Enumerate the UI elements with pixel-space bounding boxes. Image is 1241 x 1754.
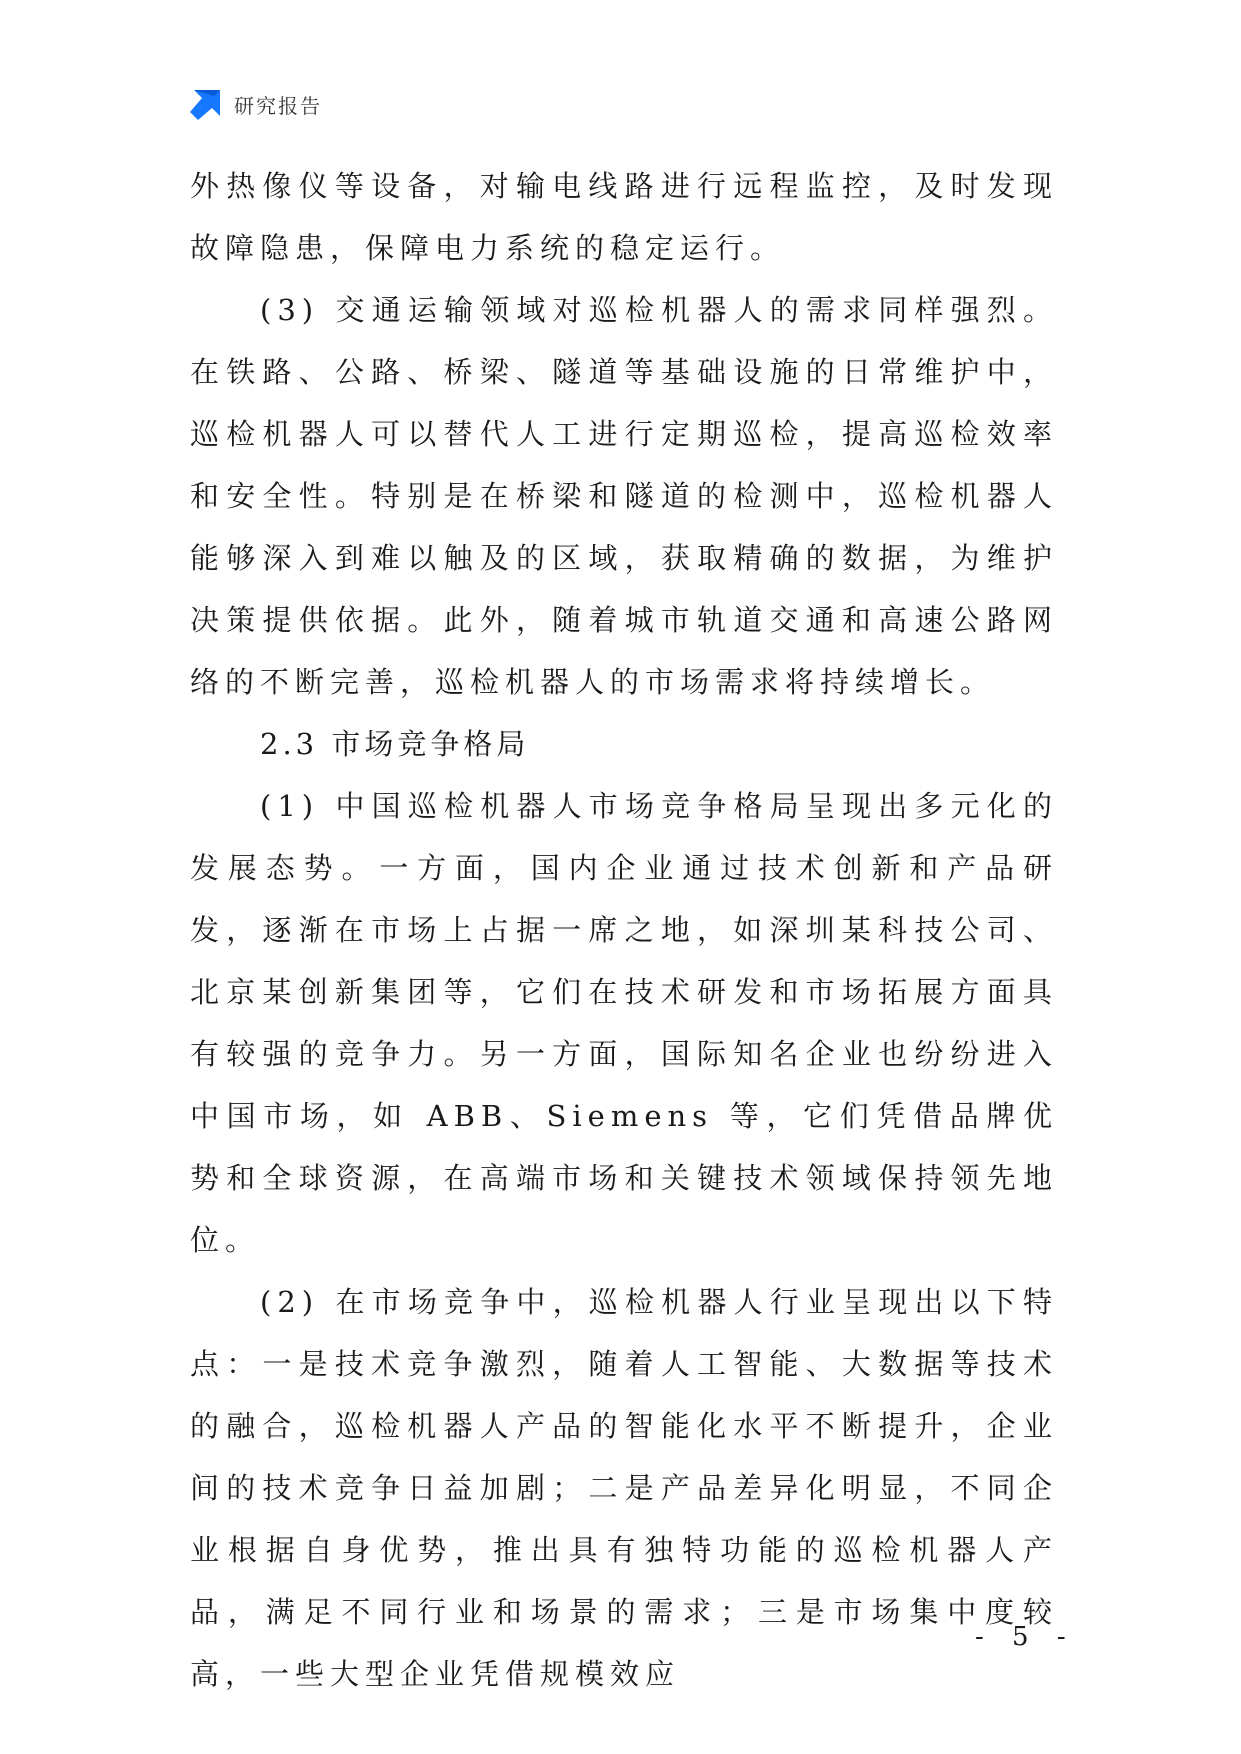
paragraph-competition-2: (2) 在市场竞争中，巡检机器人行业呈现出以下特点：一是技术竞争激烈，随着人工智能、大数据等技术的融合，巡检机器人产品的智能化水平不断提升，企业间的技术竞争日益加剧；二是产品差异化明显，不同企业根据自身优势，推出具有独特功能的巡检机器人产品，满足不同行业和场景的需求；三是市场集中度较高，一些大型企业凭借规模效应	[190, 1285, 1058, 1691]
page-header	[190, 88, 322, 120]
report-title: 研究报告	[234, 93, 322, 118]
document-body	[190, 155, 1058, 1705]
paragraph-competition-1: (1) 中国巡检机器人市场竞争格局呈现出多元化的发展态势。一方面，国内企业通过技术创新和产品研发，逐渐在市场上占据一席之地，如深圳某科技公司、北京某创新集团等，它们在技术研发和市场拓展方面具有较强的竞争力。另一方面，国际知名企业也纷纷进入中国市场，如 ABB、Siemens 等，它们凭借品牌优势和全球资源，在高端市场和关键技术领域保持领先地位。	[190, 789, 1058, 1257]
arrow-up-right-icon	[190, 88, 222, 120]
page-number: - 5 -	[975, 1622, 1076, 1652]
paragraph-transport: (3) 交通运输领域对巡检机器人的需求同样强烈。在铁路、公路、桥梁、隧道等基础设施的日常维护中，巡检机器人可以替代人工进行定期巡检，提高巡检效率和安全性。特别是在桥梁和隧道的检测中，巡检机器人能够深入到难以触及的区域，获取精确的数据，为维护决策提供依据。此外，随着城市轨道交通和高速公路网络的不断完善，巡检机器人的市场需求将持续增长。	[190, 293, 1058, 699]
paragraph-continuation: 外热像仪等设备，对输电线路进行远程监控，及时发现故障隐患，保障电力系统的稳定运行。	[190, 169, 1058, 265]
section-heading: 2.3 市场竞争格局	[260, 727, 530, 761]
